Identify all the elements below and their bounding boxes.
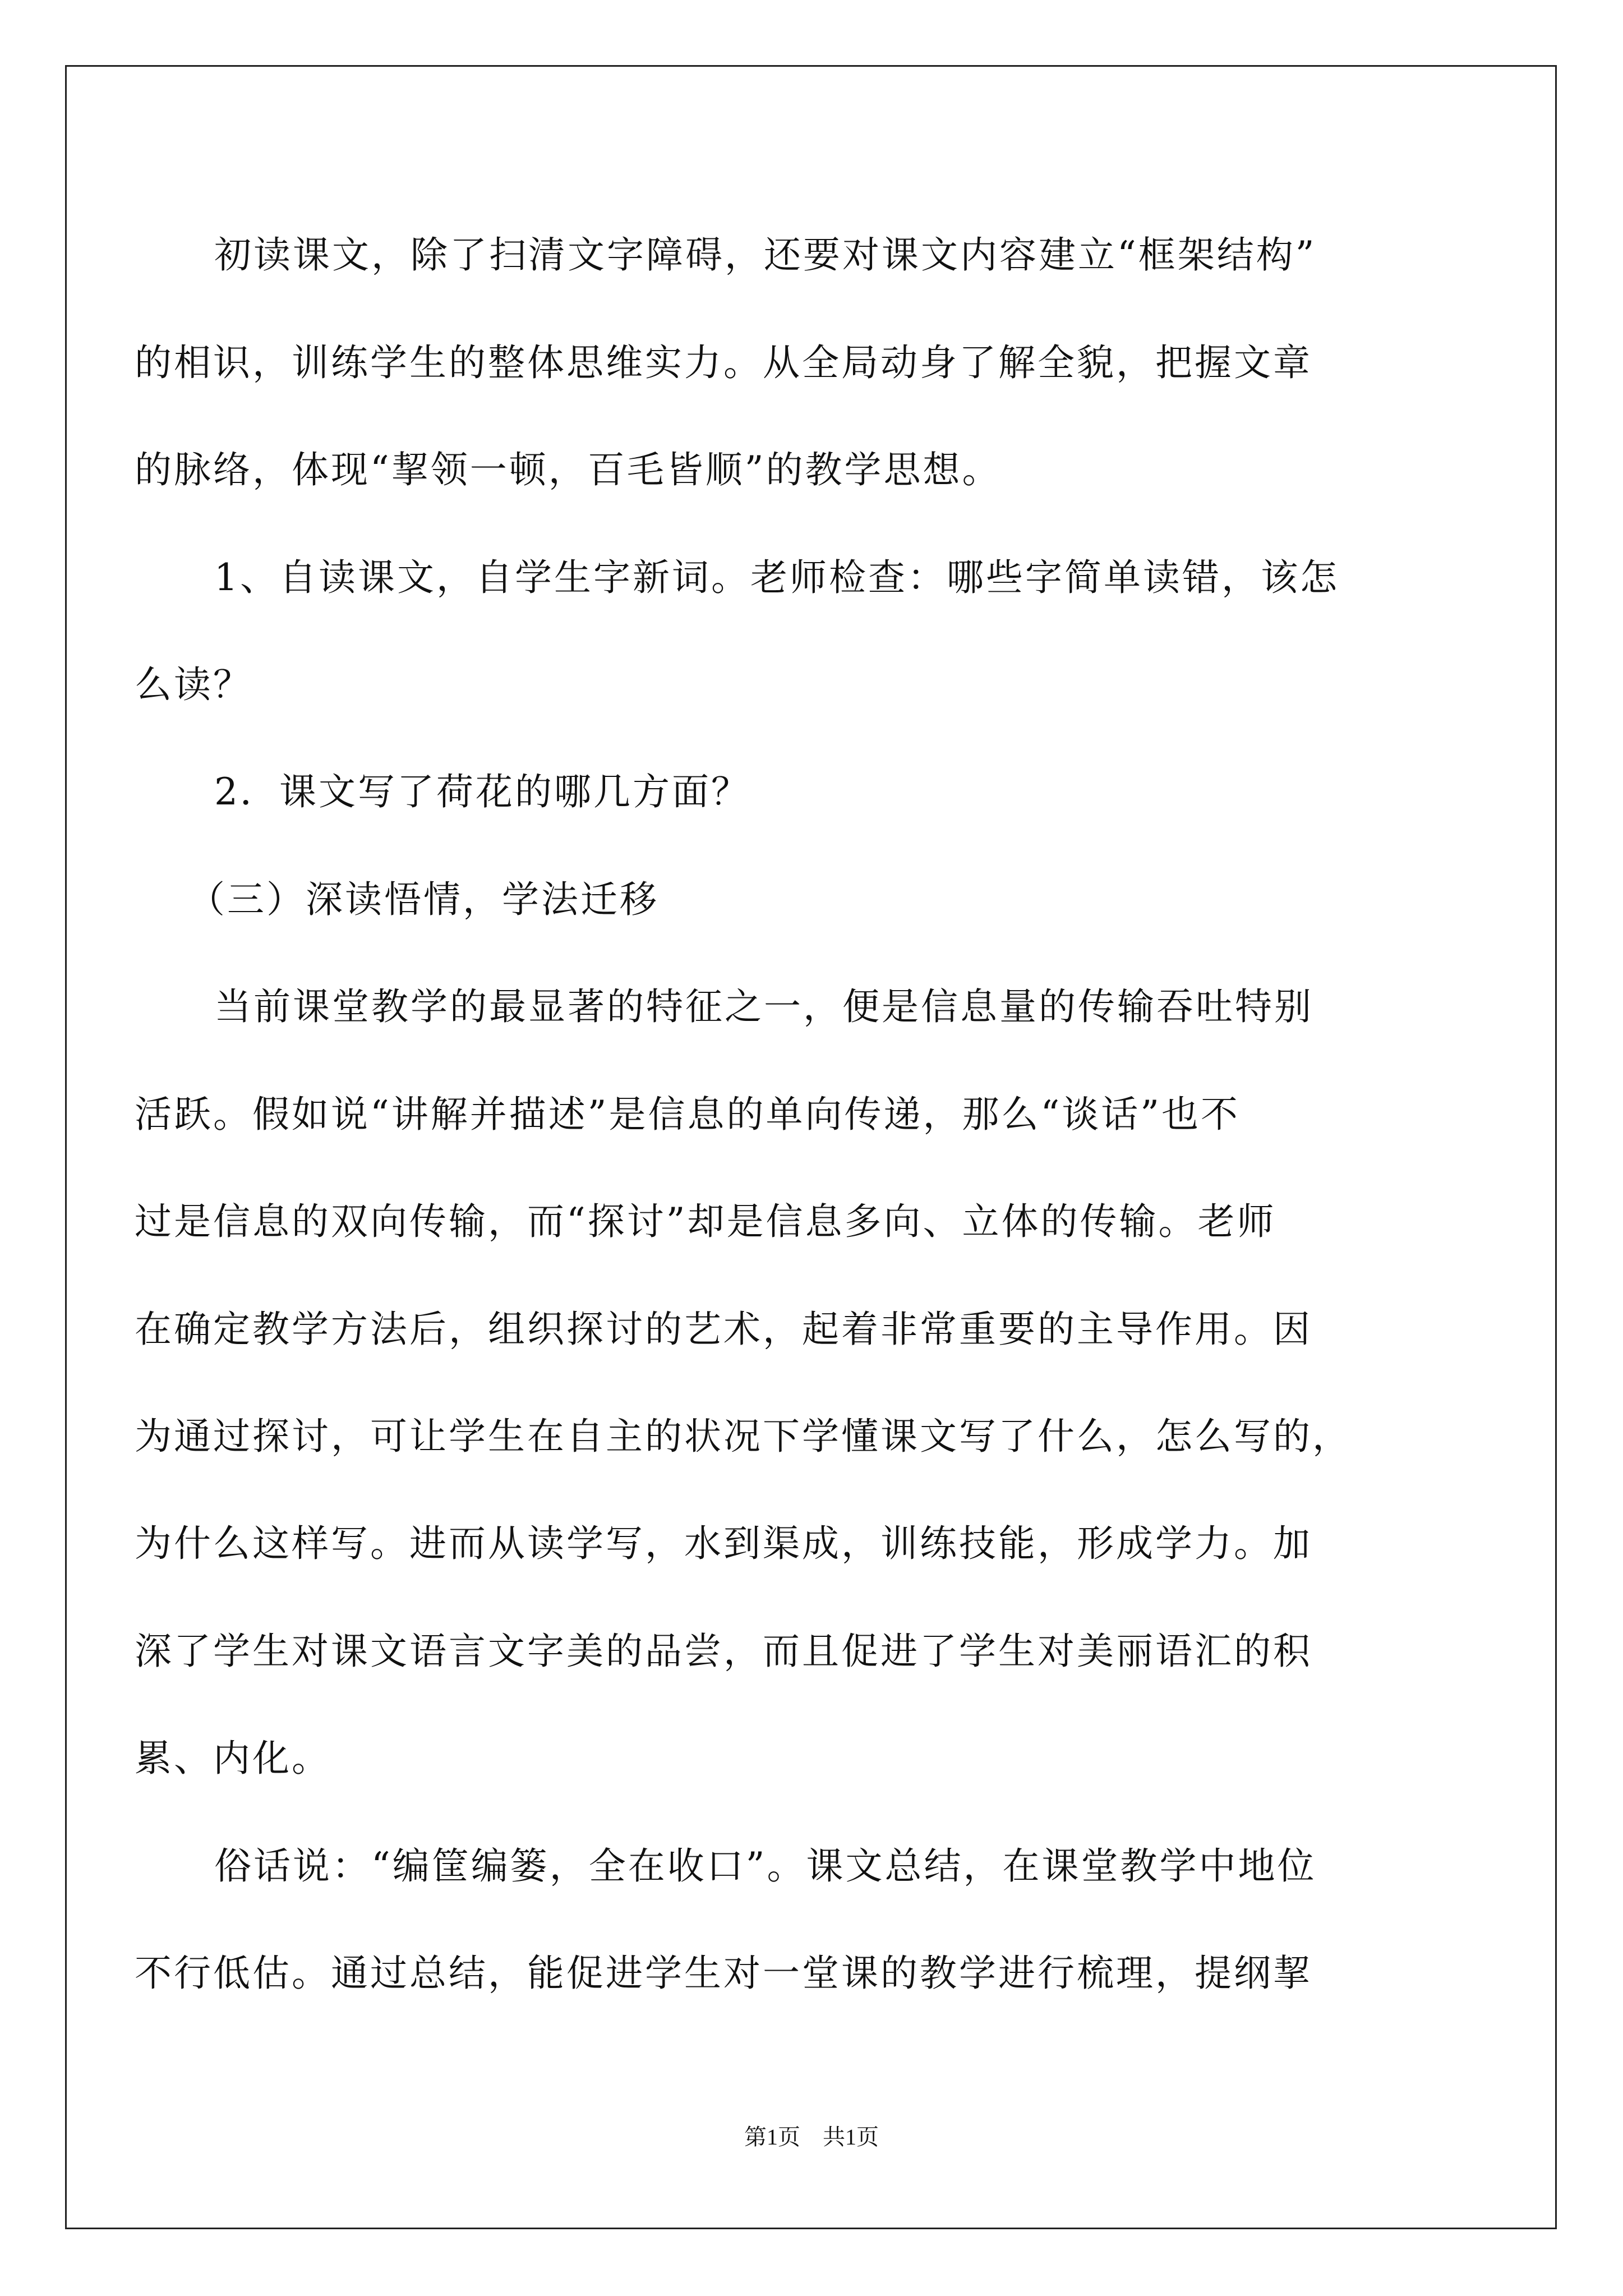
paragraph-line: 的脉络，体现“挈领一顿，百毛皆顺”的教学思想。: [135, 448, 1002, 491]
paragraph-line: 为什么这样写。进而从读学写，水到渠成，训练技能，形成学力。加: [135, 1522, 1312, 1565]
paragraph-line: 不行低估。通过总结，能促进学生对一堂课的教学进行梳理，提纲挈: [135, 1952, 1312, 1995]
section-heading: （三）深读悟情，学法迁移: [188, 878, 659, 921]
paragraph-line: 深了学生对课文语言文字美的品尝，而且促进了学生对美丽语汇的积: [135, 1630, 1312, 1673]
paragraph-line: 为通过探讨，可让学生在自主的状况下学懂课文写了什么，怎么写的，: [135, 1415, 1352, 1458]
paragraph-line: 俗话说：“编筐编篓，全在收口”。课文总结，在课堂教学中地位: [214, 1844, 1317, 1888]
paragraph-line: 累、内化。: [135, 1737, 331, 1780]
paragraph-line: 活跃。假如说“讲解并描述”是信息的单向传递，那么“谈话”也不: [135, 1093, 1240, 1136]
paragraph-line: 2．课文写了荷花的哪几方面？: [214, 770, 750, 813]
paragraph-line: 初读课文，除了扫清文字障碍，还要对课文内容建立“框架结构”: [214, 233, 1317, 277]
page-border: [65, 65, 1557, 2229]
paragraph-line: 1、自读课文，自学生字新词。老师检查：哪些字简单读错，该怎: [214, 556, 1339, 599]
paragraph-line: 当前课堂教学的最显著的特征之一，便是信息量的传输吞吐特别: [214, 985, 1313, 1028]
paragraph-line: 的相识，训练学生的整体思维实力。从全局动身了解全貌，把握文章: [135, 341, 1312, 384]
paragraph-line: 过是信息的双向传输，而“探讨”却是信息多向、立体的传输。老师: [135, 1200, 1276, 1243]
page-number-footer: 第1页 共1页: [744, 2124, 879, 2150]
paragraph-line: 在确定教学方法后，组织探讨的艺术，起着非常重要的主导作用。因: [135, 1308, 1312, 1351]
paragraph-line: 么读？: [135, 663, 252, 706]
